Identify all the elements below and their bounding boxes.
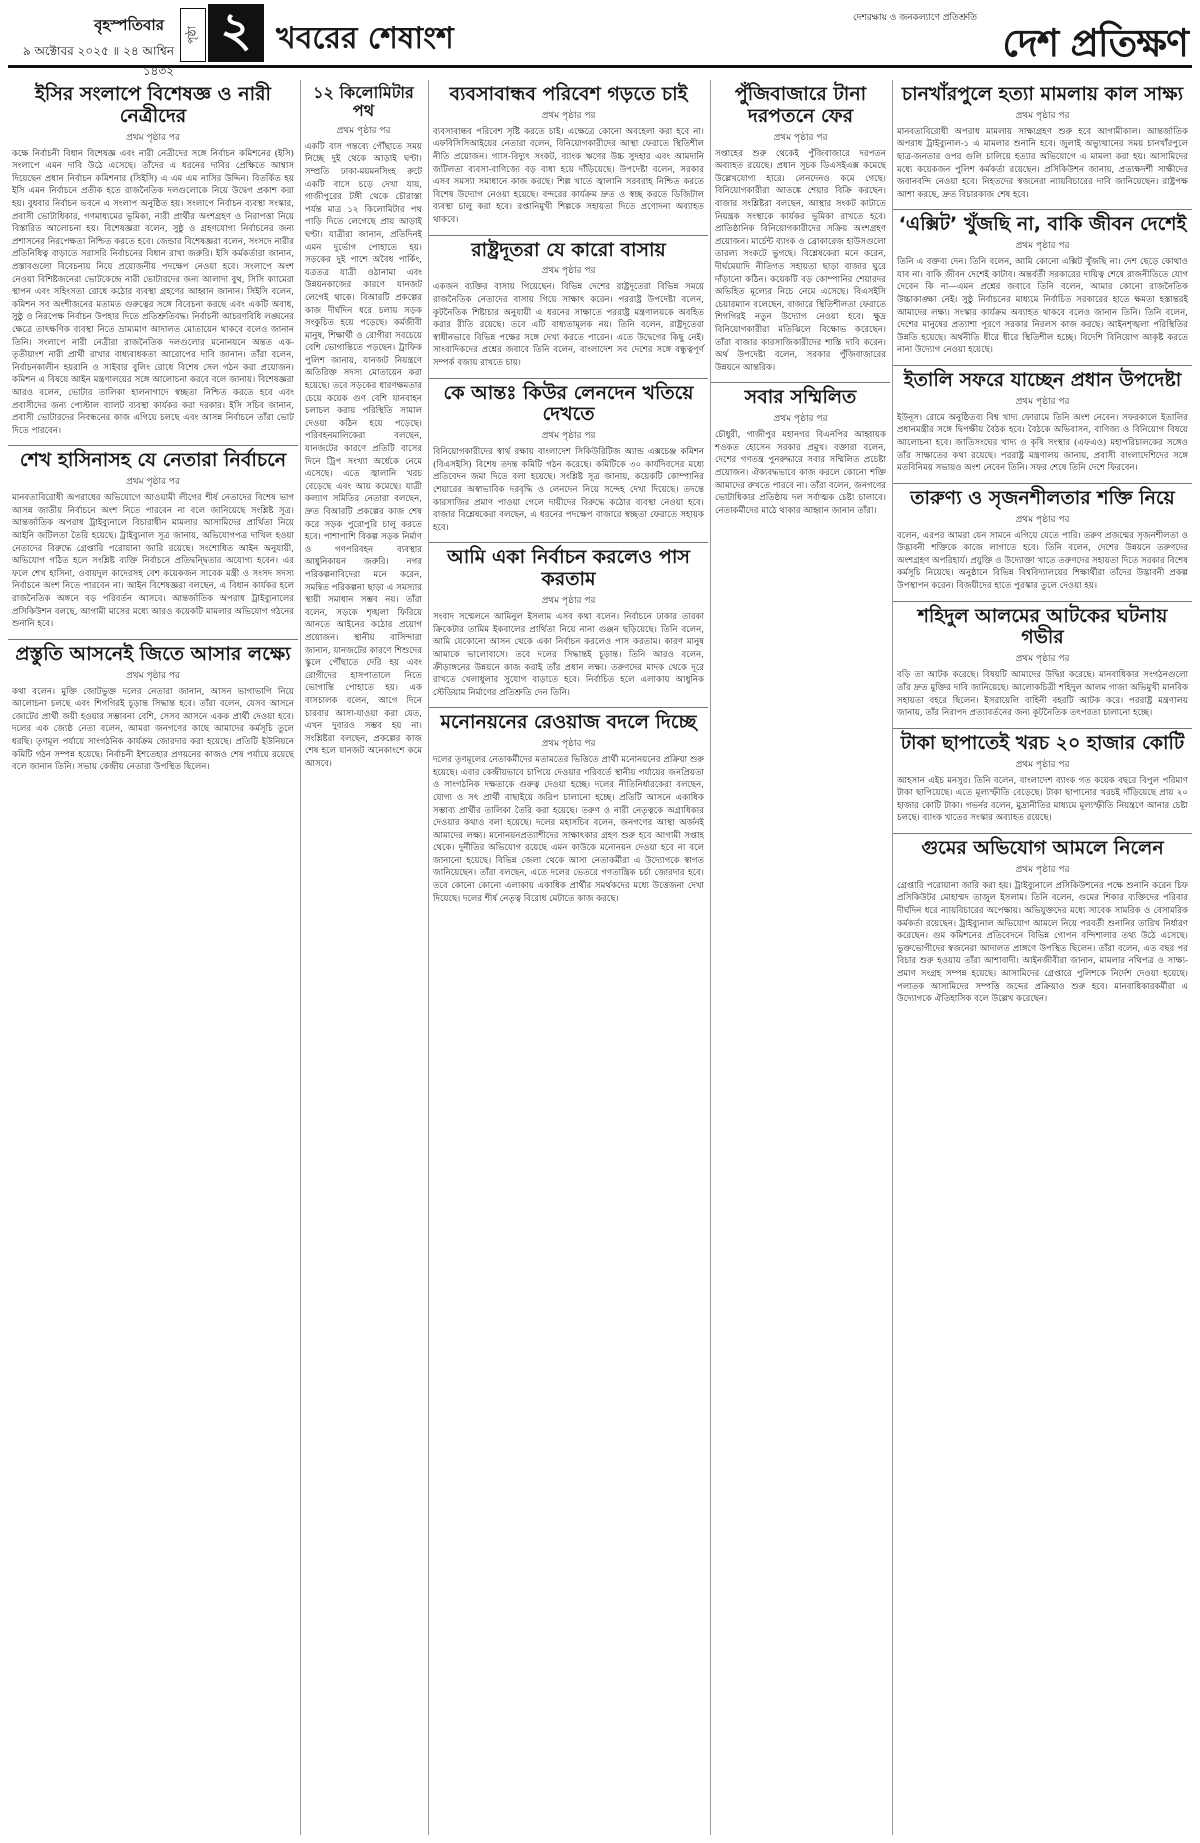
jump-line: প্রথম পৃষ্ঠার পর (126, 670, 180, 681)
story-body: বড়ি তা আটক করেছে। বিষয়টি আমাদের উদ্বিগ্ন করেছে। মানবাধিকার সংগঠনগুলো তাঁর দ্রুত মুক্তির দাবি জানিয়েছে। আলোকচিত্রী শহিদুল আলম গাজা অভিমুখী মানবিক সহায়তা বহরে ছিলেন। ইসরায়েলি বাহিনী বহরটি আটক করে। পররাষ্ট্র মন্ত্রণালয় জানায়, তাঁর নিরাপদ প্রত্যাবর্তনের জন্য কূটনৈতিক তৎপরতা চালানো হচ্ছে। (897, 670, 1188, 719)
story-km12 (301, 84, 426, 774)
column-2 (300, 80, 426, 1835)
story-body: কথা বলেন। মুক্তি জোটভুক্ত দলের নেতারা জানান, আসন ভাগাভাগি নিয়ে আলোচনা চলছে এবং শিগগিরই চূড়ান্ত সিদ্ধান্ত হবে। তাঁরা বলেন, যেসব আসনে জোটের প্রার্থী জয়ী হওয়ার সম্ভাবনা বেশি, সেসব আসনে একক প্রার্থী দেওয়া হবে। দলের এক জ্যেষ্ঠ নেতা বলেন, আমরা জনগণের কাছে আমাদের কর্মসূচি তুলে ধরছি। তৃণমূল পর্যায়ে সাংগঠনিক কার্যক্রম জোরদার করা হয়েছে। প্রতিটি ইউনিয়নে কমিটি গঠন সম্পন্ন হয়েছে। নির্বাচনী ইশতেহার প্রণয়নের কাজও শেষ পর্যায়ে রয়েছে বলে জানান তিনি। সভায় কেন্দ্রীয় নেতারা উপস্থিত ছিলেন। (12, 686, 294, 773)
story-isi (8, 84, 298, 441)
headline: চানখাঁরপুলে হত্যা মামলায় কাল সাক্ষ্য (901, 83, 1184, 105)
story-body: বলেন, এরপর আমরা যেন সামনে এগিয়ে যেতে পারি। তরুণ প্রজন্মের সৃজনশীলতা ও উদ্ভাবনী শক্তিকে কাজে লাগাতে হবে। তিনি বলেন, দেশের উন্নয়নে তরুণদের অংশগ্রহণ অপরিহার্য। প্রযুক্তি ও উদ্যোক্তা খাতে তরুণদের সহায়তা দিতে সরকার বিশেষ কর্মসূচি নিয়েছে। অনুষ্ঠানে বিভিন্ন বিশ্ববিদ্যালয়ের শিক্ষার্থীরা তাঁদের উদ্ভাবনী প্রকল্প উপস্থাপন করেন। বিজয়ীদের হাতে পুরস্কার তুলে দেওয়া হয়। (897, 530, 1188, 592)
story-body: সপ্তাহের শুরু থেকেই পুঁজিবাজারে দরপতন অব্যাহত রয়েছে। প্রধান সূচক ডিএসইএক্স কমেছে উল্লেখযোগ্য হারে। লেনদেনও কমে গেছে। বিনিয়োগকারীরা আতঙ্কে শেয়ার বিক্রি করছেন। বাজার সংশ্লিষ্টরা বলছেন, আস্থার সংকট কাটাতে নিয়ন্ত্রক সংস্থাকে কার্যকর ভূমিকা রাখতে হবে। প্রাতিষ্ঠানিক বিনিয়োগকারীদের সক্রিয় অংশগ্রহণ প্রয়োজন। মার্চেন্ট ব্যাংক ও ব্রোকারেজ হাউসগুলো তারল্য সংকটে ভুগছে। বিশ্লেষকেরা মনে করেন, দীর্ঘমেয়াদি নীতিগত সহায়তা ছাড়া বাজার ঘুরে দাঁড়ানো কঠিন। কয়েকটি বড় কোম্পানির শেয়ারদর অভিহিত মূল্যের নিচে নেমে এসেছে। বিএসইসি চেয়ারম্যান বলেছেন, বাজারে স্থিতিশীলতা ফেরাতে শিগগিরই নতুন উদ্যোগ নেওয়া হবে। ক্ষুদ্র বিনিয়োগকারীরা মতিঝিলে বিক্ষোভ করেছেন। তাঁরা বাজার কারসাজিকারীদের শাস্তি দাবি করেন। অর্থ উপদেষ্টা বলেন, সরকার পুঁজিবাজারের উন্নয়নে আন্তরিক। (715, 148, 886, 373)
page-label: পৃষ্ঠা (180, 8, 206, 62)
headline: কে আন্তঃ কিউর লেনদেন খতিয়ে দেখতে (443, 381, 694, 426)
divider (893, 601, 1192, 602)
jump-line: প্রথম পৃষ্ঠার পর (1015, 864, 1070, 875)
story-body: মানবতাবিরোধী অপরাধ মামলায় সাক্ষ্যগ্রহণ শুরু হবে আগামীকাল। আন্তর্জাতিক অপরাধ ট্রাইব্যুনাল-১ এ মামলার শুনানি হবে। জুলাই অভ্যুত্থানের সময় চানখাঁরপুলে ছাত্র-জনতার ওপর গুলি চালিয়ে হত্যার অভিযোগে এ মামলা করা হয়। আসামিদের মধ্যে কয়েকজন পুলিশ কর্মকর্তা রয়েছেন। প্রসিকিউশন জানায়, প্রত্যক্ষদর্শী সাক্ষীদের জবানবন্দি নেওয়া হবে। নিহতদের স্বজনেরা ন্যায়বিচারের দাবি জানিয়েছেন। রাষ্ট্রপক্ষ আশা করছে, দ্রুত বিচারকাজ শেষ হবে। (897, 126, 1188, 200)
divider (8, 445, 298, 446)
story-ami-eka (429, 547, 708, 703)
headline: পুঁজিবাজারে টানা দরপতনে ফের (734, 83, 867, 127)
headline: শেখ হাসিনাসহ যে নেতারা নির্বাচনে (19, 449, 287, 472)
column-4 (710, 80, 890, 1835)
story-body: গ্রেপ্তারি পরোয়ানা জারি করা হয়। ট্রাইব্যুনালে প্রসিকিউশনের পক্ষে শুনানি করেন চিফ প্রসিকিউটর মোহাম্মদ তাজুল ইসলাম। তিনি বলেন, গুমের শিকার ব্যক্তিদের পরিবার দীর্ঘদিন ধরে ন্যায়বিচারের অপেক্ষায়। অভিযুক্তদের মধ্যে সাবেক সামরিক ও বেসামরিক কর্মকর্তা রয়েছেন। ট্রাইব্যুনাল অভিযোগ আমলে নিয়ে পরবর্তী শুনানির তারিখ নির্ধারণ করেছেন। গুম কমিশনের প্রতিবেদনে বিভিন্ন গোপন বন্দিশালার তথ্য উঠে এসেছে। ভুক্তভোগীদের স্বজনেরা আদালত প্রাঙ্গণে উপস্থিত ছিলেন। তাঁরা বলেন, এত বছর পর বিচার শুরু হওয়ায় তাঁরা আশাবাদী। আইনজীবীরা জানান, মামলার নথিপত্র ও সাক্ষ্য-প্রমাণ সংগ্রহ সম্পন্ন হয়েছে। আসামিদের গ্রেপ্তারে পুলিশকে নির্দেশ দেওয়া হয়েছে। পলাতক আসামিদের সম্পত্তি জব্দের প্রক্রিয়াও শুরু হবে। মানবাধিকারকর্মীরা এ উদ্যোগকে ঐতিহাসিক বলে উল্লেখ করেছেন। (897, 880, 1188, 1005)
headline: ইতালি সফরে যাচ্ছেন প্রধান উপদেষ্টা (903, 369, 1182, 391)
story-ke-antho (429, 383, 708, 539)
divider (893, 209, 1192, 210)
divider (429, 707, 708, 708)
column-3 (428, 80, 708, 1835)
story-body: একটি বাস গন্তব্যে পৌঁছাতে সময় নিচ্ছে দুই থেকে আড়াই ঘণ্টা। সম্প্রতি ঢাকা-ময়মনসিংহ রুটে একটি বাসে চড়ে দেখা যায়, গাজীপুরের টঙ্গী থেকে চৌরাস্তা পর্যন্ত মাত্র ১২ কিলোমিটার পথ পাড়ি দিতে লেগেছে প্রায় আড়াই ঘণ্টা। যাত্রীরা জানান, প্রতিদিনই এমন দুর্ভোগ পোহাতে হয়। সড়কের দুই পাশে অবৈধ পার্কিং, যত্রতত্র যাত্রী ওঠানামা এবং উন্নয়নকাজের কারণে যানজট লেগেই থাকে। বিআরটি প্রকল্পের কাজ দীর্ঘদিন ধরে চলায় সড়ক সংকুচিত হয়ে পড়েছে। কর্মজীবী মানুষ, শিক্ষার্থী ও রোগীরা সবচেয়ে বেশি ভোগান্তিতে পড়ছেন। ট্রাফিক পুলিশ জানায়, যানজট নিয়ন্ত্রণে অতিরিক্ত সদস্য মোতায়েন করা হয়েছে। তবে সড়কের ধারণক্ষমতার চেয়ে কয়েক গুণ বেশি যানবাহন চলাচল করায় পরিস্থিতি সামাল দেওয়া কঠিন হয়ে পড়েছে। পরিবহনমালিকেরা বলছেন, যানজটের কারণে প্রতিটি বাসের দিনে ট্রিপ সংখ্যা অর্ধেকে নেমে এসেছে। এতে জ্বালানি খরচ বেড়েছে এবং আয় কমেছে। যাত্রী কল্যাণ সমিতির নেতারা বলছেন, দ্রুত বিআরটি প্রকল্পের কাজ শেষ করে সড়ক পুরোপুরি চালু করতে হবে। পাশাপাশি বিকল্প সড়ক নির্মাণ ও গণপরিবহন ব্যবস্থার আধুনিকায়ন জরুরি। নগর পরিকল্পনাবিদেরা মনে করেন, সমন্বিত পরিকল্পনা ছাড়া এ সমস্যার স্থায়ী সমাধান সম্ভব নয়। তাঁরা বলেন, সড়কে শৃঙ্খলা ফিরিয়ে আনতে আইনের কঠোর প্রয়োগ প্রয়োজন। স্থানীয় বাসিন্দারা জানান, যানজটের কারণে শিশুদের স্কুলে পৌঁছাতে দেরি হয় এবং রোগীদের হাসপাতালে নিতে ভোগান্তি পোহাতে হয়। এক বাসচালক বলেন, আগে দিনে চারবার আসা-যাওয়া করা যেত, এখন দুবারও সম্ভব হয় না। সংশ্লিষ্টরা বলছেন, প্রকল্পের কাজ শেষ হলে যানজট অনেকাংশে কমে আসবে। (305, 141, 422, 769)
jump-line: প্রথম পৃষ্ঠার পর (1015, 654, 1070, 665)
story-body: বিনিয়োগকারীদের স্বার্থ রক্ষায় বাংলাদেশ সিকিউরিটিজ অ্যান্ড এক্সচেঞ্জ কমিশন (বিএসইসি) বিশেষ তদন্ত কমিটি গঠন করেছে। কমিটিকে ৩০ কার্যদিবসের মধ্যে প্রতিবেদন জমা দিতে বলা হয়েছে। সংশ্লিষ্ট সূত্র জানায়, কয়েকটি কোম্পানির শেয়ারের অস্বাভাবিক দরবৃদ্ধি ও লেনদেন নিয়ে সন্দেহ দেখা দিয়েছে। তদন্তে কারসাজির প্রমাণ পাওয়া গেলে দায়ীদের বিরুদ্ধে কঠোর ব্যবস্থা নেওয়া হবে। বাজার বিশ্লেষকেরা বলছেন, এ ধরনের পদক্ষেপ বাজারে স্বচ্ছতা ফেরাতে সহায়ক হবে। (433, 447, 704, 533)
headline: রাষ্ট্রদূতরা যে কারো বাসায় (471, 238, 666, 261)
story-body: দলের তৃণমূলের নেতাকর্মীদের মতামতের ভিত্তিতে প্রার্থী মনোনয়নের প্রক্রিয়া শুরু হয়েছে। এবার কেন্দ্রীয়ভাবে চাপিয়ে দেওয়ার পরিবর্তে স্থানীয় পর্যায়ের জনপ্রিয়তা ও সাংগঠনিক দক্ষতাকে গুরুত্ব দেওয়া হচ্ছে। দলের নীতিনির্ধারকেরা বলছেন, যোগ্য ও সৎ প্রার্থী বাছাইয়ে জরিপ চালানো হচ্ছে। প্রতিটি আসনে একাধিক সম্ভাব্য প্রার্থীর তালিকা তৈরি করা হয়েছে। তরুণ ও নারী নেতৃত্বকে অগ্রাধিকার দেওয়ার কথাও বলা হয়েছে। দলের মহাসচিব বলেন, জনগণের আস্থা অর্জনই আমাদের লক্ষ্য। মনোনয়নপ্রত্যাশীদের সাক্ষাৎকার গ্রহণ শুরু হবে আগামী সপ্তাহ থেকে। দুর্নীতির অভিযোগ রয়েছে এমন কাউকে মনোনয়ন দেওয়া হবে না বলে জানানো হয়েছে। বিভিন্ন জেলা থেকে আসা নেতাকর্মীরা এ উদ্যোগকে স্বাগত জানিয়েছেন। তাঁরা বলছেন, এতে দলের ভেতরে গণতান্ত্রিক চর্চা জোরদার হবে। তবে কোনো কোনো এলাকায় একাধিক প্রার্থীর সমর্থকদের মধ্যে উত্তেজনা দেখা দিয়েছে। দলের শীর্ষ নেতৃত্ব বিরোধ মেটাতে কাজ করছে। (433, 755, 704, 904)
jump-line: প্রথম পৃষ্ঠার পর (541, 739, 596, 750)
story-body: ব্যবসাবান্ধব পরিবেশ সৃষ্টি করতে চাই। এক্ষেত্রে কোনো অবহেলা করা হবে না। এফবিসিসিআইয়ের নেতারা বলেন, বিনিয়োগকারীদের আস্থা ফেরাতে স্থিতিশীল নীতি প্রয়োজন। গ্যাস-বিদ্যুৎ সংকট, ব্যাংক ঋণের উচ্চ সুদহার এবং আমদানি জটিলতা ব্যবসা-বাণিজ্যে বড় বাধা হয়ে দাঁড়িয়েছে। উপদেষ্টা বলেন, সরকার এসব সমস্যা সমাধানে কাজ করছে। শিল্প খাতে জ্বালানি সরবরাহ নিশ্চিত করতে বিশেষ উদ্যোগ নেওয়া হয়েছে। বন্দরের কার্যক্রম দ্রুত ও স্বচ্ছ করতে ডিজিটাল ব্যবস্থা চালু করা হবে। রপ্তানিমুখী শিল্পকে সহায়তা দিতে প্রণোদনা অব্যাহত থাকবে। (433, 126, 704, 225)
jump-line: প্রথম পৃষ্ঠার পর (1015, 241, 1070, 252)
divider (893, 365, 1192, 366)
weekday: বৃহস্পতিবার (94, 16, 164, 34)
page-number: ২ (208, 4, 264, 62)
divider (893, 483, 1192, 484)
headline: মনোনয়নের রেওয়াজ বদলে দিচ্ছে (440, 711, 697, 734)
jump-line: প্রথম পৃষ্ঠার পর (1015, 514, 1070, 525)
story-exit (893, 214, 1192, 361)
story-shohidul (893, 606, 1192, 724)
headline: টাকা ছাপাতেই খরচ ২০ হাজার কোটি (900, 731, 1185, 754)
story-taka (893, 733, 1192, 829)
headline: ১২ কিলোমিটার পথ (313, 83, 414, 121)
headline: গুমের অভিযোগ আমলে নিলেন (921, 836, 1164, 859)
headline: শহিদুল আলমের আটকের ঘটনায় গভীর (917, 604, 1168, 649)
column-1 (8, 80, 298, 1835)
jump-line: প্রথম পৃষ্ঠার পর (126, 477, 180, 488)
story-body: মানবতাবিরোধী অপরাধের অভিযোগে আওয়ামী লীগের শীর্ষ নেতাদের বিশেষ ভাগ আসন্ন জাতীয় নির্বাচনে অংশ নিতে পারবেন না বলে জানিয়েছে সংশ্লিষ্ট সূত্র। আন্তর্জাতিক অপরাধ ট্রাইব্যুনালে বিচারাধীন মামলার আসামিদের প্রার্থিতা নিয়ে আইনি জটিলতা তৈরি হয়েছে। ট্রাইব্যুনাল সূত্র জানায়, অভিযোগপত্র দাখিল হওয়া নেতাদের বিরুদ্ধে গ্রেপ্তারি পরোয়ানা জারি রয়েছে। সংশোধিত আইন অনুযায়ী, অভিযোগ গঠিত হলে সংশ্লিষ্ট ব্যক্তি নির্বাচনে প্রতিদ্বন্দ্বিতার অযোগ্য হবেন। এর ফলে শেখ হাসিনা, ওবায়দুল কাদেরসহ বেশ কয়েকজন সাবেক মন্ত্রী ও সংসদ সদস্য নির্বাচনে অংশ নিতে পারবেন না। আইন বিশেষজ্ঞরা বলছেন, এ বিধান কার্যকর হলে রাজনৈতিক অঙ্গনে বড় পরিবর্তন আসবে। আন্তর্জাতিক অপরাধ ট্রাইব্যুনালের প্রসিকিউশন বলছে, আগামী মাসের মধ্যে আরও কয়েকটি মামলার অভিযোগ গঠনের শুনানি হবে। (12, 493, 294, 630)
jump-line: প্রথম পৃষ্ঠার পর (1015, 759, 1070, 770)
story-body: একজন ব্যক্তির বাসায় গিয়েছেন। বিভিন্ন দেশের রাষ্ট্রদূতেরা বিভিন্ন সময়ে রাজনৈতিক নেতাদের বাসায় গিয়ে সাক্ষাৎ করেন। পররাষ্ট্র উপদেষ্টা বলেন, কূটনৈতিক শিষ্টাচার অনুযায়ী এ ধরনের সাক্ষাতে পররাষ্ট্র মন্ত্রণালয়কে অবহিত করার রীতি রয়েছে। তবে এটি বাধ্যতামূলক নয়। তিনি বলেন, রাষ্ট্রদূতেরা স্বাধীনভাবে বিভিন্ন পক্ষের সঙ্গে দেখা করতে পারেন। এতে উদ্বেগের কিছু নেই। সাংবাদিকদের প্রশ্নের জবাবে তিনি বলেন, বাংলাদেশ সব দেশের সঙ্গে বন্ধুত্বপূর্ণ সম্পর্ক বজায় রাখতে চায়। (433, 282, 704, 368)
section-title: খবরের শেষাংশ (276, 21, 454, 56)
headline: ‘এক্সিট’ খুঁজছি না, বাকি জীবন দেশেই (898, 213, 1187, 236)
story-body: ইউনূস। রোমে অনুষ্ঠিতব্য বিশ্ব খাদ্য ফোরামে তিনি অংশ নেবেন। সফরকালে ইতালির প্রধানমন্ত্রীর সঙ্গে দ্বিপক্ষীয় বৈঠক হবে। বৈঠকে অভিবাসন, বাণিজ্য ও বিনিয়োগ বিষয়ে আলোচনা হবে। জাতিসংঘের খাদ্য ও কৃষি সংস্থার (এফএও) মহাপরিচালকের সঙ্গেও তাঁর সাক্ষাতের কথা রয়েছে। পররাষ্ট্র মন্ত্রণালয় জানায়, প্রবাসী বাংলাদেশিদের সঙ্গে মতবিনিময় সভায়ও অংশ নেবেন তিনি। সফর শেষে তিনি দেশে ফিরবেন। (897, 412, 1188, 474)
divider (711, 382, 890, 383)
jump-line: প্রথম পৃষ্ঠার পর (541, 596, 596, 607)
jump-line: প্রথম পৃষ্ঠার পর (1015, 396, 1070, 407)
story-body: সংবাদ সম্মেলনে আমিনুল ইসলাম এসব কথা বলেন। নির্বাচনে ঢাকার তারকা ক্রিকেটার তামিম ইকবালের প্রার্থিতা নিয়ে নানা গুঞ্জন ছড়িয়েছে। তিনি বলেন, আমি যেকোনো আসন থেকে একা নির্বাচন করলেও পাস করতাম। কারণ মানুষ আমাকে ভালোবাসে। তবে দলের সিদ্ধান্তই চূড়ান্ত। তিনি আরও বলেন, ক্রীড়াঙ্গনের উন্নয়নে কাজ করাই তাঁর প্রধান লক্ষ্য। তরুণদের মাদক থেকে দূরে রাখতে খেলাধুলার সুযোগ বাড়াতে হবে। নির্বাচিত হলে এলাকায় আধুনিক স্টেডিয়াম নির্মাণের প্রতিশ্রুতি দেন তিনি। (433, 612, 704, 698)
headline: প্রস্তুতি আসনেই জিতে আসার লক্ষ্যে (15, 642, 291, 665)
headline: আমি একা নির্বাচন করলেও পাস করতাম (447, 546, 690, 591)
jump-line: প্রথম পৃষ্ঠার পর (773, 132, 828, 143)
story-body: আহসান এইচ মনসুর। তিনি বলেন, বাংলাদেশ ব্যাংক গত কয়েক বছরে বিপুল পরিমাণ টাকা ছাপিয়েছে। এতে মূল্যস্ফীতি বেড়েছে। টাকা ছাপানোর খরচই দাঁড়িয়েছে প্রায় ২০ হাজার কোটি টাকা। গভর্নর বলেন, মুদ্রানীতির মাধ্যমে মূল্যস্ফীতি নিয়ন্ত্রণে আনার চেষ্টা চলছে। ব্যাংক খাতের সংস্কার অব্যাহত রয়েছে। (897, 775, 1188, 824)
divider (893, 728, 1192, 729)
jump-line: প্রথম পৃষ্ঠার পর (773, 414, 828, 425)
divider (429, 378, 708, 379)
jump-line: প্রথম পৃষ্ঠার পর (336, 125, 391, 136)
newspaper-logo: দেশ প্রতিক্ষণ (1002, 21, 1188, 65)
jump-line: প্রথম পৃষ্ঠার পর (126, 132, 180, 143)
headline: তারুণ্য ও সৃজনশীলতার শক্তি নিয়ে (910, 486, 1175, 509)
divider (429, 542, 708, 543)
jump-line: প্রথম পৃষ্ঠার পর (541, 266, 596, 277)
jump-line: প্রথম পৃষ্ঠার পর (541, 431, 596, 442)
jump-line: প্রথম পৃষ্ঠার পর (1015, 110, 1070, 121)
divider (8, 639, 298, 640)
story-sheikh (8, 450, 298, 634)
story-gumer (893, 838, 1192, 1010)
story-byabsha (429, 84, 708, 231)
jump-line: প্রথম পৃষ্ঠার পর (541, 110, 596, 121)
story-manonayan (429, 712, 708, 909)
story-puji (711, 84, 890, 378)
column-5 (892, 80, 1192, 1835)
divider (893, 833, 1192, 834)
story-rashtrodut (429, 240, 708, 374)
story-body: কক্ষে নির্বাচনী বিধান বিশেষজ্ঞ এবং নারী নেত্রীদের সঙ্গে নির্বাচন কমিশনের (ইসি) সংলাপে এমন দাবি উঠে এসেছে। তাঁদের এ ধরনের দাবির প্রেক্ষিতে আশ্বাস দিয়েছেন প্রধান নির্বাচন কমিশনার (সিইসি) এ এম এম নাসির উদ্দিন। বিতর্কিত হয় ইসি এমন নির্বাচনে প্রতীক হতে রাজনৈতিক দলগুলোকে নিয়ে উদ্বেগ প্রকাশ করা হয়। বুধবার নির্বাচন ভবনে এ সংলাপ অনুষ্ঠিত হয়। সংলাপে নির্বাচন ব্যবস্থা সংস্কার, প্রবাসী ভোটাধিকার, গণমাধ্যমের ভূমিকা, নারী প্রার্থীর অংশগ্রহণ ও নিরাপত্তা নিয়ে বিস্তারিত আলোচনা হয়। বিশেষজ্ঞরা বলেন, সুষ্ঠু ও গ্রহণযোগ্য নির্বাচনের জন্য প্রশাসনের নিরপেক্ষতা নিশ্চিত করতে হবে। জেন্ডার বিশেষজ্ঞরা বলেন, সংসদে নারীর প্রতিনিধিত্ব বাড়াতে সরাসরি নির্বাচনের বিধান রাখা জরুরি। ইসি কর্মকর্তারা জানান, প্রস্তাবগুলো বিবেচনায় নিয়ে প্রয়োজনীয় পদক্ষেপ নেওয়া হবে। সংলাপে অংশ নেওয়া বিশিষ্টজনেরা ভোটকেন্দ্রে নারী ভোটারদের জন্য আলাদা বুথ, সিসি ক্যামেরা স্থাপন এবং সহিংসতা রোধে কঠোর ব্যবস্থা গ্রহণের আহ্বান জানান। সিইসি বলেন, কমিশন সব অংশীজনের মতামত গুরুত্বের সঙ্গে বিবেচনা করছে এবং একটি অবাধ, সুষ্ঠু ও নিরপেক্ষ নির্বাচন উপহার দিতে প্রতিশ্রুতিবদ্ধ। নির্বাচনী আচরণবিধি লঙ্ঘনের ক্ষেত্রে তাৎক্ষণিক ব্যবস্থা নিতে ভ্রাম্যমাণ আদালত মোতায়েন থাকবে বলেও জানান তিনি। সংলাপে নারী নেত্রীরা রাজনৈতিক দলগুলোর মনোনয়নে অন্তত এক-তৃতীয়াংশ নারী প্রার্থী রাখার বাধ্যবাধকতা আরোপের দাবি জানান। তাঁরা বলেন, নির্বাচনকালীন হয়রানি ও সাইবার বুলিং রোধে বিশেষ সেল গঠন করা প্রয়োজন। কমিশন এ বিষয়ে আইন মন্ত্রণালয়ের সঙ্গে আলোচনা করবে বলে জানায়। বিশেষজ্ঞরা আরও বলেন, ভোটার তালিকা হালনাগাদে স্বচ্ছতা নিশ্চিত করতে হবে এবং প্রবাসীদের জন্য পোস্টাল ব্যালট ব্যবস্থা কার্যকর করা দরকার। ইসি সচিব জানান, প্রবাসী ভোটারদের নিবন্ধনের কাজ এগিয়ে চলছে এবং আসন্ন নির্বাচনে তাঁরা ভোট দিতে পারবেন। (12, 148, 294, 436)
story-sobar (711, 387, 890, 521)
story-chankharpul (893, 84, 1192, 205)
story-tarunno (893, 488, 1192, 597)
headline: ব্যবসাবান্ধব পরিবেশ গড়তে চাই (449, 83, 688, 105)
divider (429, 235, 708, 236)
story-body: তিনি এ বক্তব্য দেন। তিনি বলেন, আমি কোনো এক্সিট খুঁজছি না। দেশ ছেড়ে কোথাও যাব না। বাকি জীবন দেশেই কাটাব। অন্তর্বর্তী সরকারের দায়িত্ব শেষে রাজনীতিতে যোগ দেবেন কি না—এমন প্রশ্নের জবাবে তিনি বলেন, আমার কোনো রাজনৈতিক উচ্চাকাঙ্ক্ষা নেই। সুষ্ঠু নির্বাচনের মাধ্যমে নির্বাচিত সরকারের হাতে ক্ষমতা হস্তান্তরই আমাদের লক্ষ্য। সংস্কার কার্যক্রম অব্যাহত থাকবে বলেও জানান তিনি। তিনি বলেন, দেশের মানুষের প্রত্যাশা পূরণে সরকার নিরলস কাজ করছে। আইনশৃঙ্খলা পরিস্থিতির উন্নতি হয়েছে। অর্থনীতি ধীরে ধীরে স্থিতিশীল হচ্ছে। বিদেশি বিনিয়োগ আকৃষ্ট করতে নানা উদ্যোগ নেওয়া হয়েছে। (897, 257, 1188, 356)
date-line: ৯ অক্টোবর ২০২৫ ॥ ২৪ আশ্বিন ১৪৩২ (22, 44, 174, 78)
masthead-date (14, 14, 174, 83)
tagline: দেশরক্ষায় ও জনকল্যাণে প্রতিশ্রুতি (853, 13, 977, 23)
brand (1002, 10, 1188, 78)
story-itali (893, 370, 1192, 479)
story-prostuti (8, 644, 298, 778)
headline: ইসির সংলাপে বিশেষজ্ঞ ও নারী নেত্রীদের (35, 83, 271, 127)
headline: সবার সম্মিলিত (744, 386, 857, 409)
masthead (8, 1, 1192, 78)
story-body: চৌধুরী, গাজীপুর মহানগর বিএনপির আহ্বায়ক শওকত হোসেন সরকার প্রমুখ। বক্তারা বলেন, দেশের গণতন্ত্র পুনরুদ্ধারে সবার সম্মিলিত প্রচেষ্টা প্রয়োজন। ঐক্যবদ্ধভাবে কাজ করলে কোনো শক্তি আমাদের রুখতে পারবে না। তাঁরা বলেন, জনগণের ভোটাধিকার প্রতিষ্ঠায় দল সর্বাত্মক চেষ্টা চালাবে। নেতাকর্মীদের মাঠে থাকার আহ্বান জানান তাঁরা। (715, 430, 886, 516)
